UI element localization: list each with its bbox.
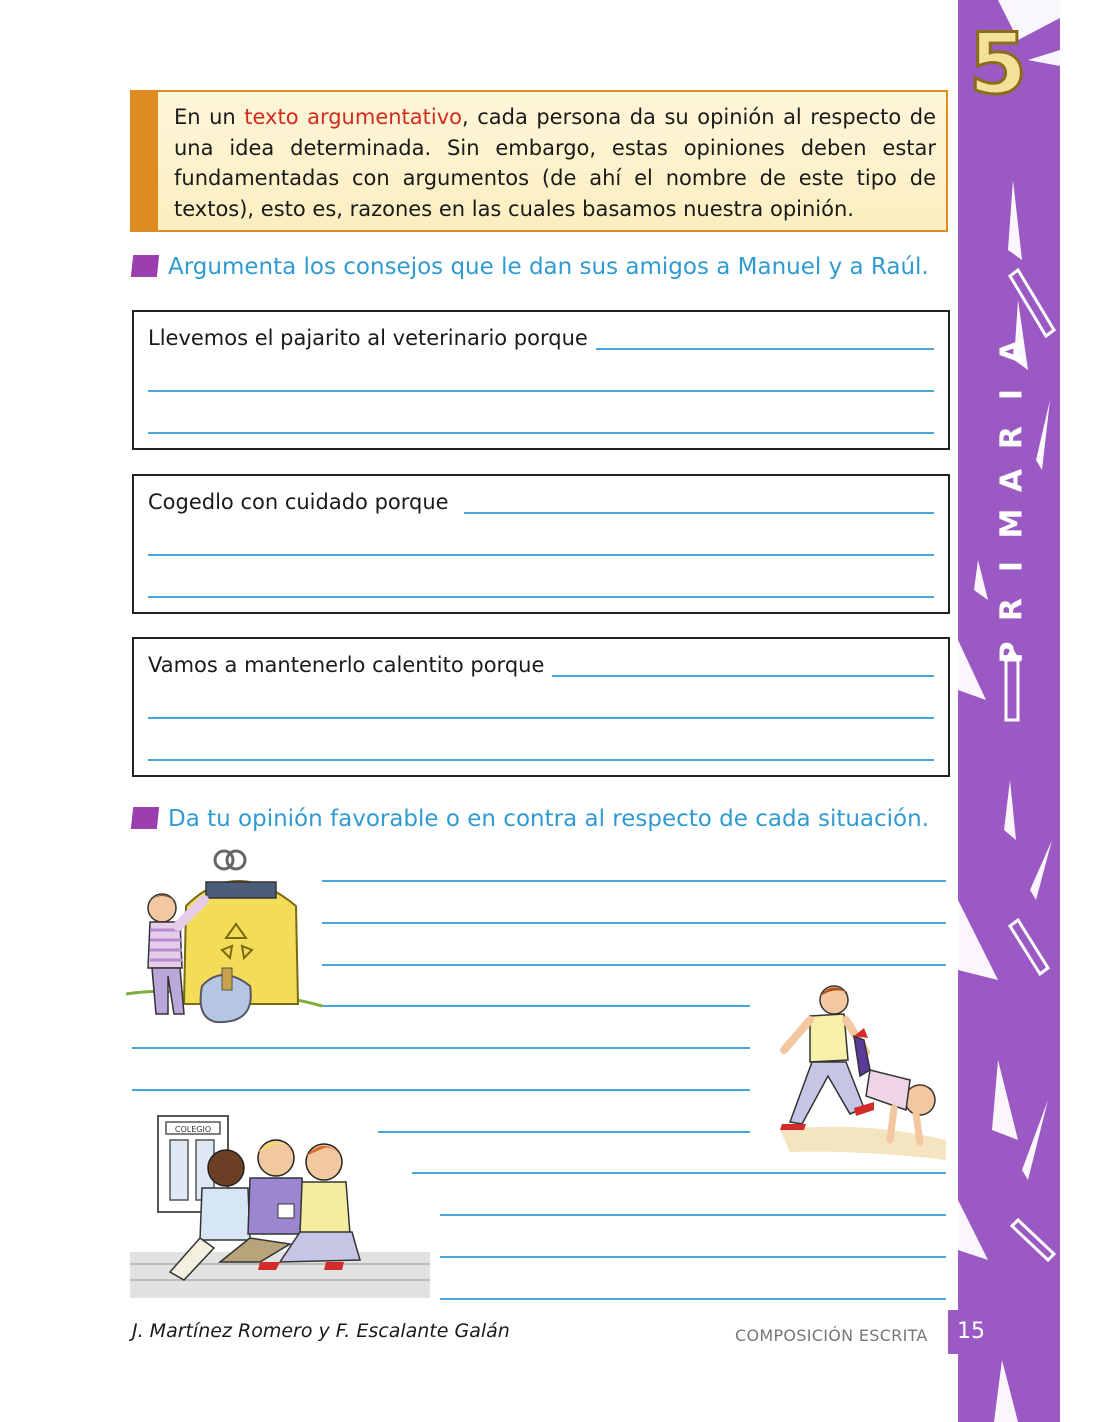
sidebar-letter: R [994, 597, 1030, 622]
answer-line[interactable] [148, 554, 934, 556]
sidebar-letter: R [994, 425, 1030, 450]
children-at-school-illustration [130, 1112, 430, 1298]
exercise1-instruction [132, 254, 929, 280]
sidebar-letter: P [994, 641, 1030, 664]
recycling-container-illustration [126, 846, 326, 1026]
sidebar-letter: M [994, 508, 1030, 539]
band-decoration [958, 0, 1060, 1422]
opinion-line[interactable] [322, 880, 946, 882]
page-number: 15 [948, 1310, 994, 1354]
opinion-line[interactable] [440, 1214, 946, 1216]
answer-line[interactable] [148, 390, 934, 392]
school-sign-text: COLEGIO [174, 1125, 212, 1134]
answer-line[interactable] [148, 596, 934, 598]
sidebar-band [958, 0, 1060, 1422]
answer-line[interactable] [148, 759, 934, 761]
square-bullet-icon [131, 255, 159, 277]
info-box [130, 90, 948, 232]
opinion-line[interactable] [440, 1256, 946, 1258]
opinion-line[interactable] [440, 1298, 946, 1300]
answer-box-1 [132, 310, 950, 450]
answer-prompt-3: Vamos a mantenerlo calentito porque [148, 653, 552, 677]
opinion-line[interactable] [322, 922, 946, 924]
opinion-line[interactable] [378, 1131, 750, 1133]
square-bullet-icon [131, 807, 159, 829]
info-text-end: , cada persona da su opinión al respecto de una idea determinada. Sin embargo, estas opiniones deben estar fundamentadas con argumentos (de ahí el nombre de este tipo de textos), esto es, razones en las cuales basamos nuestra opinión. [174, 105, 936, 221]
answer-line[interactable] [584, 348, 934, 350]
sidebar-letter: I [994, 560, 1030, 573]
opinion-line[interactable] [322, 964, 946, 966]
exercise2-instruction [132, 806, 929, 832]
sidebar-letter: A [994, 339, 1030, 364]
answer-line[interactable] [148, 717, 934, 719]
opinion-line[interactable] [412, 1172, 946, 1174]
answer-box-3 [132, 637, 950, 777]
subject-label: COMPOSICIÓN ESCRITA [735, 1326, 928, 1345]
info-text [174, 102, 936, 224]
answer-prompt-1: Llevemos el pajarito al veterinario porque [148, 326, 596, 350]
opinion-line[interactable] [322, 1005, 750, 1007]
answer-line[interactable] [548, 675, 934, 677]
answer-box-2 [132, 474, 950, 614]
answer-prompt-2: Cogedlo con cuidado porque [148, 490, 457, 514]
author-credit: J. Martínez Romero y F. Escalante Galán [132, 1320, 510, 1342]
exercise2-instruction-text: Da tu opinión favorable o en contra al respecto de cada situación. [168, 806, 930, 832]
answer-line[interactable] [148, 432, 934, 434]
sidebar-letter: I [994, 388, 1030, 401]
vertical-word-primaria [992, 330, 1032, 674]
answer-line[interactable] [464, 512, 934, 514]
info-text-start: En un [174, 105, 245, 129]
grade-number: 5 [968, 15, 1028, 113]
opinion-line[interactable] [132, 1089, 750, 1091]
info-box-bar [132, 92, 158, 230]
opinion-line[interactable] [132, 1047, 750, 1049]
tripping-children-illustration [770, 980, 950, 1162]
sidebar-letter: A [994, 468, 1030, 493]
exercise1-instruction-text: Argumenta los consejos que le dan sus amigos a Manuel y a Raúl. [168, 254, 929, 280]
info-highlight: texto argumentativo [244, 105, 462, 129]
